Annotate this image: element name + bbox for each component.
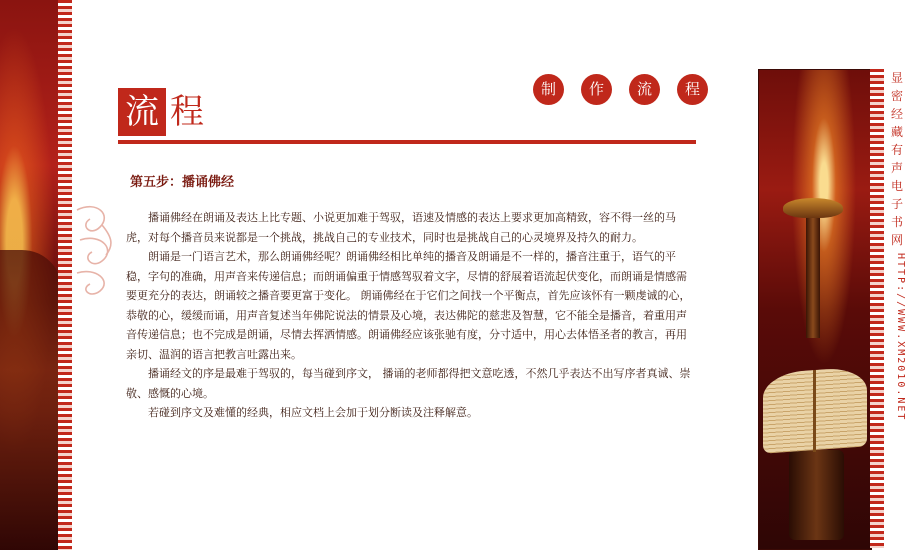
cloud-swirl-icon: [72, 195, 122, 305]
step-heading: 第五步：播诵佛经: [130, 175, 235, 190]
section-tags: [533, 74, 708, 105]
paragraph-1: 播诵佛经在朗诵及表达上比专题、小说更加难于驾驭，语速及情感的表达上要求更加高精致，容不得一丝的马虎，对每个播音员来说都是一个挑战，挑战自己的专业技术，同时也是挑战自己的心灵境界及持久的耐力。: [126, 211, 676, 244]
book-spine: [813, 370, 816, 452]
title-divider: [118, 140, 696, 144]
left-fret-border: [58, 0, 72, 550]
content-body: [126, 208, 692, 423]
site-char: 电: [890, 179, 903, 193]
site-char: 子: [890, 197, 903, 211]
site-char: 密: [890, 89, 903, 103]
site-char: 经: [890, 107, 903, 121]
butter-lamp-and-sutra-image: [758, 69, 872, 550]
tag-zhi: 制: [533, 74, 564, 105]
site-name: [887, 69, 907, 249]
site-char: 书: [890, 215, 903, 229]
site-url: HTTP://WWW.XM2010.NET: [895, 253, 906, 422]
page-title-first-char: 流: [118, 88, 166, 136]
paragraph-4: 若碰到序文及难懂的经典，相应文档上会加于划分断读及注释解意。: [148, 406, 478, 419]
site-char: 藏: [890, 125, 903, 139]
right-fret-border: [870, 69, 884, 548]
tag-liu: 流: [629, 74, 660, 105]
site-char: 网: [890, 233, 903, 247]
tag-cheng: 程: [677, 74, 708, 105]
site-char: 有: [890, 143, 903, 157]
tag-zuo: 作: [581, 74, 612, 105]
page-title-rest: 程: [170, 92, 204, 132]
site-char: 声: [890, 161, 903, 175]
candle-holder-image: [0, 250, 62, 550]
lamp-cup: [783, 198, 843, 218]
lamp-stem: [806, 218, 820, 338]
lamp-base: [789, 450, 844, 540]
paragraph-3: 播诵经文的序是最难于驾驭的，每当碰到序文， 播诵的老师都得把文意吃透，不然几乎表达不出写序者真诚、崇敬、感慨的心境。: [126, 367, 691, 400]
paragraph-2: 朗诵是一门语言艺术，那么朗诵佛经呢？朗诵佛经相比单纯的播音及朗诵是不一样的，播音注重于，语气的平稳，字句的准确，用声音来传递信息；而朗诵偏重于情感驾驭着文字，尽情的舒展着语流起伏变化，而朗诵是情感需要更充分的表达，朗诵较之播音要更富于变化。 朗诵佛经在于它们之间找一个平衡点，首先应该怀有一颗虔诚的心，恭敬的心，缓缓而诵，用声音复述当年佛陀说法的情景及心境，表达佛陀的慈悲及智慧，它不能全是播音，着重用声音传递信息；也不完成是朗诵，尽情去挥洒情感。朗诵佛经应该张驰有度，分寸适中，用心去体悟圣者的教言，再用亲切、温润的语言把教言吐露出来。: [126, 250, 691, 361]
site-char: 显: [890, 71, 903, 85]
site-vertical-label: [887, 69, 907, 421]
